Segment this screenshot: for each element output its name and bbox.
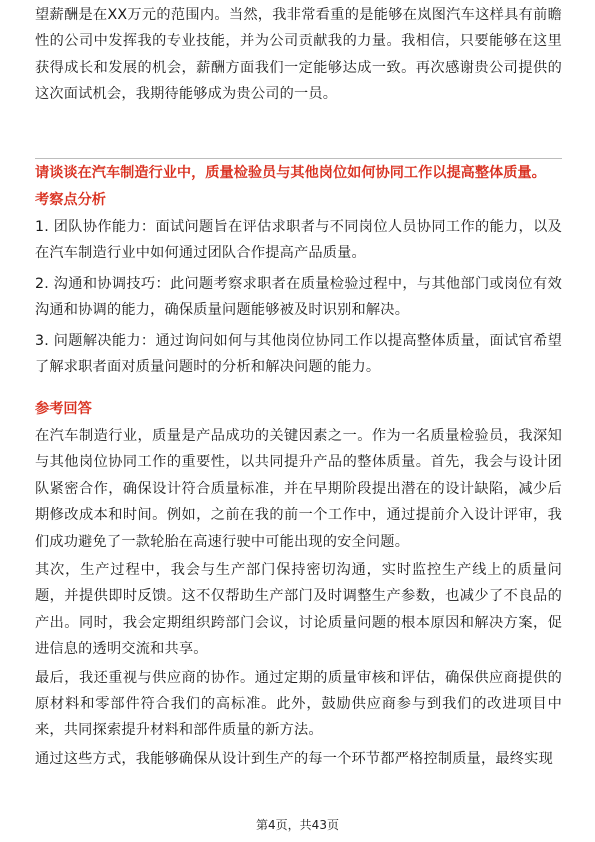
answer-body [35, 423, 562, 774]
page-number: 第4页，共43页 [256, 818, 339, 832]
section-divider [35, 158, 562, 159]
answer-paragraph: 其次，生产过程中，我会与生产部门保持密切沟通，实时监控生产线上的质量问题，并提供即时反馈。这不仅帮助生产部门及时调整生产参数，也减少了不良品的产出。同时，我会定期组织跨部门会议，讨论质量问题的根本原因和解决方案，促进信息的透明交流和共享。 [35, 562, 562, 658]
analysis-list [35, 214, 562, 384]
answer-paragraph: 通过这些方式，我能够确保从设计到生产的每一个环节都严格控制质量，最终实现 [35, 750, 553, 767]
analysis-item: 1. 团队协作能力：面试问题旨在评估求职者与不同岗位人员协同工作的能力，以及在汽车制造行业中如何通过团队合作提高产品质量。 [35, 219, 562, 262]
answer-paragraph: 在汽车制造行业，质量是产品成功的关键因素之一。作为一名质量检验员，我深知与其他岗位协同工作的重要性，以共同提升产品的整体质量。首先，我会与设计团队紧密合作，确保设计符合质量标准，并在早期阶段提出潜在的设计缺陷，减少后期修改成本和时间。例如，之前在我的前一个工作中，通过提前介入设计评审，我们成功避免了一款轮胎在高速行驶中可能出现的安全问题。 [35, 428, 562, 550]
answer-heading: 参考回答 [35, 401, 92, 417]
intro-paragraph: 望薪酬是在XX万元的范围内。当然，我非常看重的是能够在岚图汽车这样具有前瞻性的公司中发挥我的专业技能，并为公司贡献我的力量。我相信，只要能够在这里获得成长和发展的机会，薪酬方面我们一定能够达成一致。再次感谢贵公司提供的这次面试机会，我期待能够成为贵公司的一员。 [35, 7, 562, 103]
analysis-heading: 考察点分析 [35, 192, 106, 208]
answer-paragraph: 最后，我还重视与供应商的协作。通过定期的质量审核和评估，确保供应商提供的原材料和零部件符合我们的高标准。此外，鼓励供应商参与到我们的改进项目中来，共同探索提升材料和部件质量的新方法。 [35, 669, 562, 739]
interview-question: 请谈谈在汽车制造行业中，质量检验员与其他岗位如何协同工作以提高整体质量。 [35, 165, 546, 181]
analysis-item: 2. 沟通和协调技巧：此问题考察求职者在质量检验过程中，与其他部门或岗位有效沟通和协调的能力，确保质量问题能够被及时识别和解决。 [35, 275, 562, 319]
analysis-item: 3. 问题解决能力：通过询问如何与其他岗位协同工作以提高整体质量，面试官希望了解求职者面对质量问题时的分析和解决问题的能力。 [35, 332, 562, 376]
